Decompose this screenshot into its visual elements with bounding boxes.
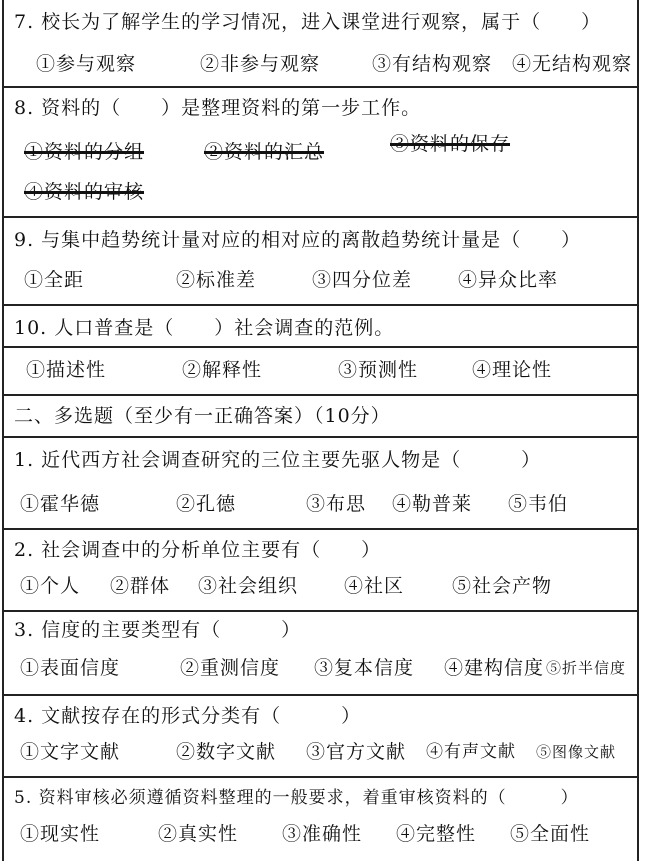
question-8-option-2-text: ②资料的汇总 xyxy=(204,141,325,163)
page-border-right xyxy=(637,0,639,861)
question-10-option-1: ①描述性 xyxy=(26,359,107,381)
question-10-option-3: ③预测性 xyxy=(338,359,419,381)
multi-question-5-stem: 5. 资料审核必须遵循资料整理的一般要求，着重审核资料的（ ） xyxy=(14,788,579,808)
multi-question-2-option-4: ④社区 xyxy=(344,575,405,597)
question-7-option-4: ④无结构观察 xyxy=(512,53,633,75)
question-8-option-2 xyxy=(204,140,324,164)
multi-question-4-stem: 4. 文献按存在的形式分类有（ ） xyxy=(14,705,362,727)
divider xyxy=(4,694,637,696)
multi-question-5-option-2: ②真实性 xyxy=(158,823,239,845)
question-7-option-3: ③有结构观察 xyxy=(372,53,493,75)
question-8-option-1-text: ①资料的分组 xyxy=(24,141,145,163)
divider xyxy=(4,610,637,612)
divider xyxy=(4,346,637,348)
question-9-option-1: ①全距 xyxy=(24,269,85,291)
multi-question-4-option-3: ③官方文献 xyxy=(306,741,407,763)
divider xyxy=(4,394,637,396)
multi-question-1-option-1: ①霍华德 xyxy=(20,493,101,515)
divider xyxy=(4,776,637,778)
multi-question-3-stem: 3. 信度的主要类型有（ ） xyxy=(14,619,302,641)
multi-question-4-option-1: ①文字文献 xyxy=(20,741,121,763)
question-7-stem: 7. 校长为了解学生的学习情况，进入课堂进行观察，属于（ ） xyxy=(14,11,602,33)
multi-question-2-option-3: ③社会组织 xyxy=(198,575,299,597)
question-8-option-1 xyxy=(24,140,144,164)
question-8-option-4 xyxy=(24,180,144,204)
question-9-stem: 9. 与集中趋势统计量对应的相对应的离散趋势统计量是（ ） xyxy=(14,229,582,251)
divider xyxy=(4,528,637,530)
question-9-option-4: ④异众比率 xyxy=(458,269,559,291)
multi-question-2-option-2: ②群体 xyxy=(110,575,171,597)
page-border-left xyxy=(2,0,4,861)
multi-question-3-option-2: ②重测信度 xyxy=(180,657,281,679)
question-8-option-3-text: ③资料的保存 xyxy=(390,133,511,155)
multi-question-3-option-5: ⑤折半信度 xyxy=(546,659,627,677)
multi-question-5-option-3: ③准确性 xyxy=(282,823,363,845)
multi-question-3-option-3: ③复本信度 xyxy=(314,657,415,679)
multi-question-3-option-4: ④建构信度 xyxy=(444,657,545,679)
multi-question-2-stem: 2. 社会调查中的分析单位主要有（ ） xyxy=(14,539,382,561)
multi-question-4-option-4: ④有声文献 xyxy=(426,742,516,762)
divider xyxy=(4,304,637,306)
divider xyxy=(4,436,637,438)
question-8-option-3 xyxy=(390,132,510,156)
question-9-option-2: ②标准差 xyxy=(176,269,257,291)
multi-question-5-option-1: ①现实性 xyxy=(20,823,101,845)
section-2-heading: 二、多选题（至少有一正确答案）（10分） xyxy=(14,405,391,427)
multi-question-1-stem: 1. 近代西方社会调查研究的三位主要先驱人物是（ ） xyxy=(14,449,542,471)
question-10-option-4: ④理论性 xyxy=(472,359,553,381)
question-10-stem: 10. 人口普查是（ ）社会调查的范例。 xyxy=(14,317,395,339)
multi-question-1-option-4: ④勒普莱 xyxy=(392,493,473,515)
question-8-option-4-text: ④资料的审核 xyxy=(24,181,145,203)
multi-question-5-option-5: ⑤全面性 xyxy=(510,823,591,845)
multi-question-2-option-5: ⑤社会产物 xyxy=(452,575,553,597)
multi-question-1-option-2: ②孔德 xyxy=(176,493,237,515)
multi-question-5-option-4: ④完整性 xyxy=(396,823,477,845)
multi-question-4-option-2: ②数字文献 xyxy=(176,741,277,763)
multi-question-1-option-5: ⑤韦伯 xyxy=(508,493,569,515)
divider xyxy=(4,86,637,88)
question-10-option-2: ②解释性 xyxy=(182,359,263,381)
multi-question-3-option-1: ①表面信度 xyxy=(20,657,121,679)
divider xyxy=(4,216,637,218)
multi-question-4-option-5: ⑤图像文献 xyxy=(536,743,617,761)
question-7-option-2: ②非参与观察 xyxy=(200,53,321,75)
question-7-option-1: ①参与观察 xyxy=(36,53,137,75)
multi-question-1-option-3: ③布思 xyxy=(306,493,367,515)
question-8-stem: 8. 资料的（ ）是整理资料的第一步工作。 xyxy=(14,97,422,119)
question-9-option-3: ③四分位差 xyxy=(312,269,413,291)
multi-question-2-option-1: ①个人 xyxy=(20,575,81,597)
